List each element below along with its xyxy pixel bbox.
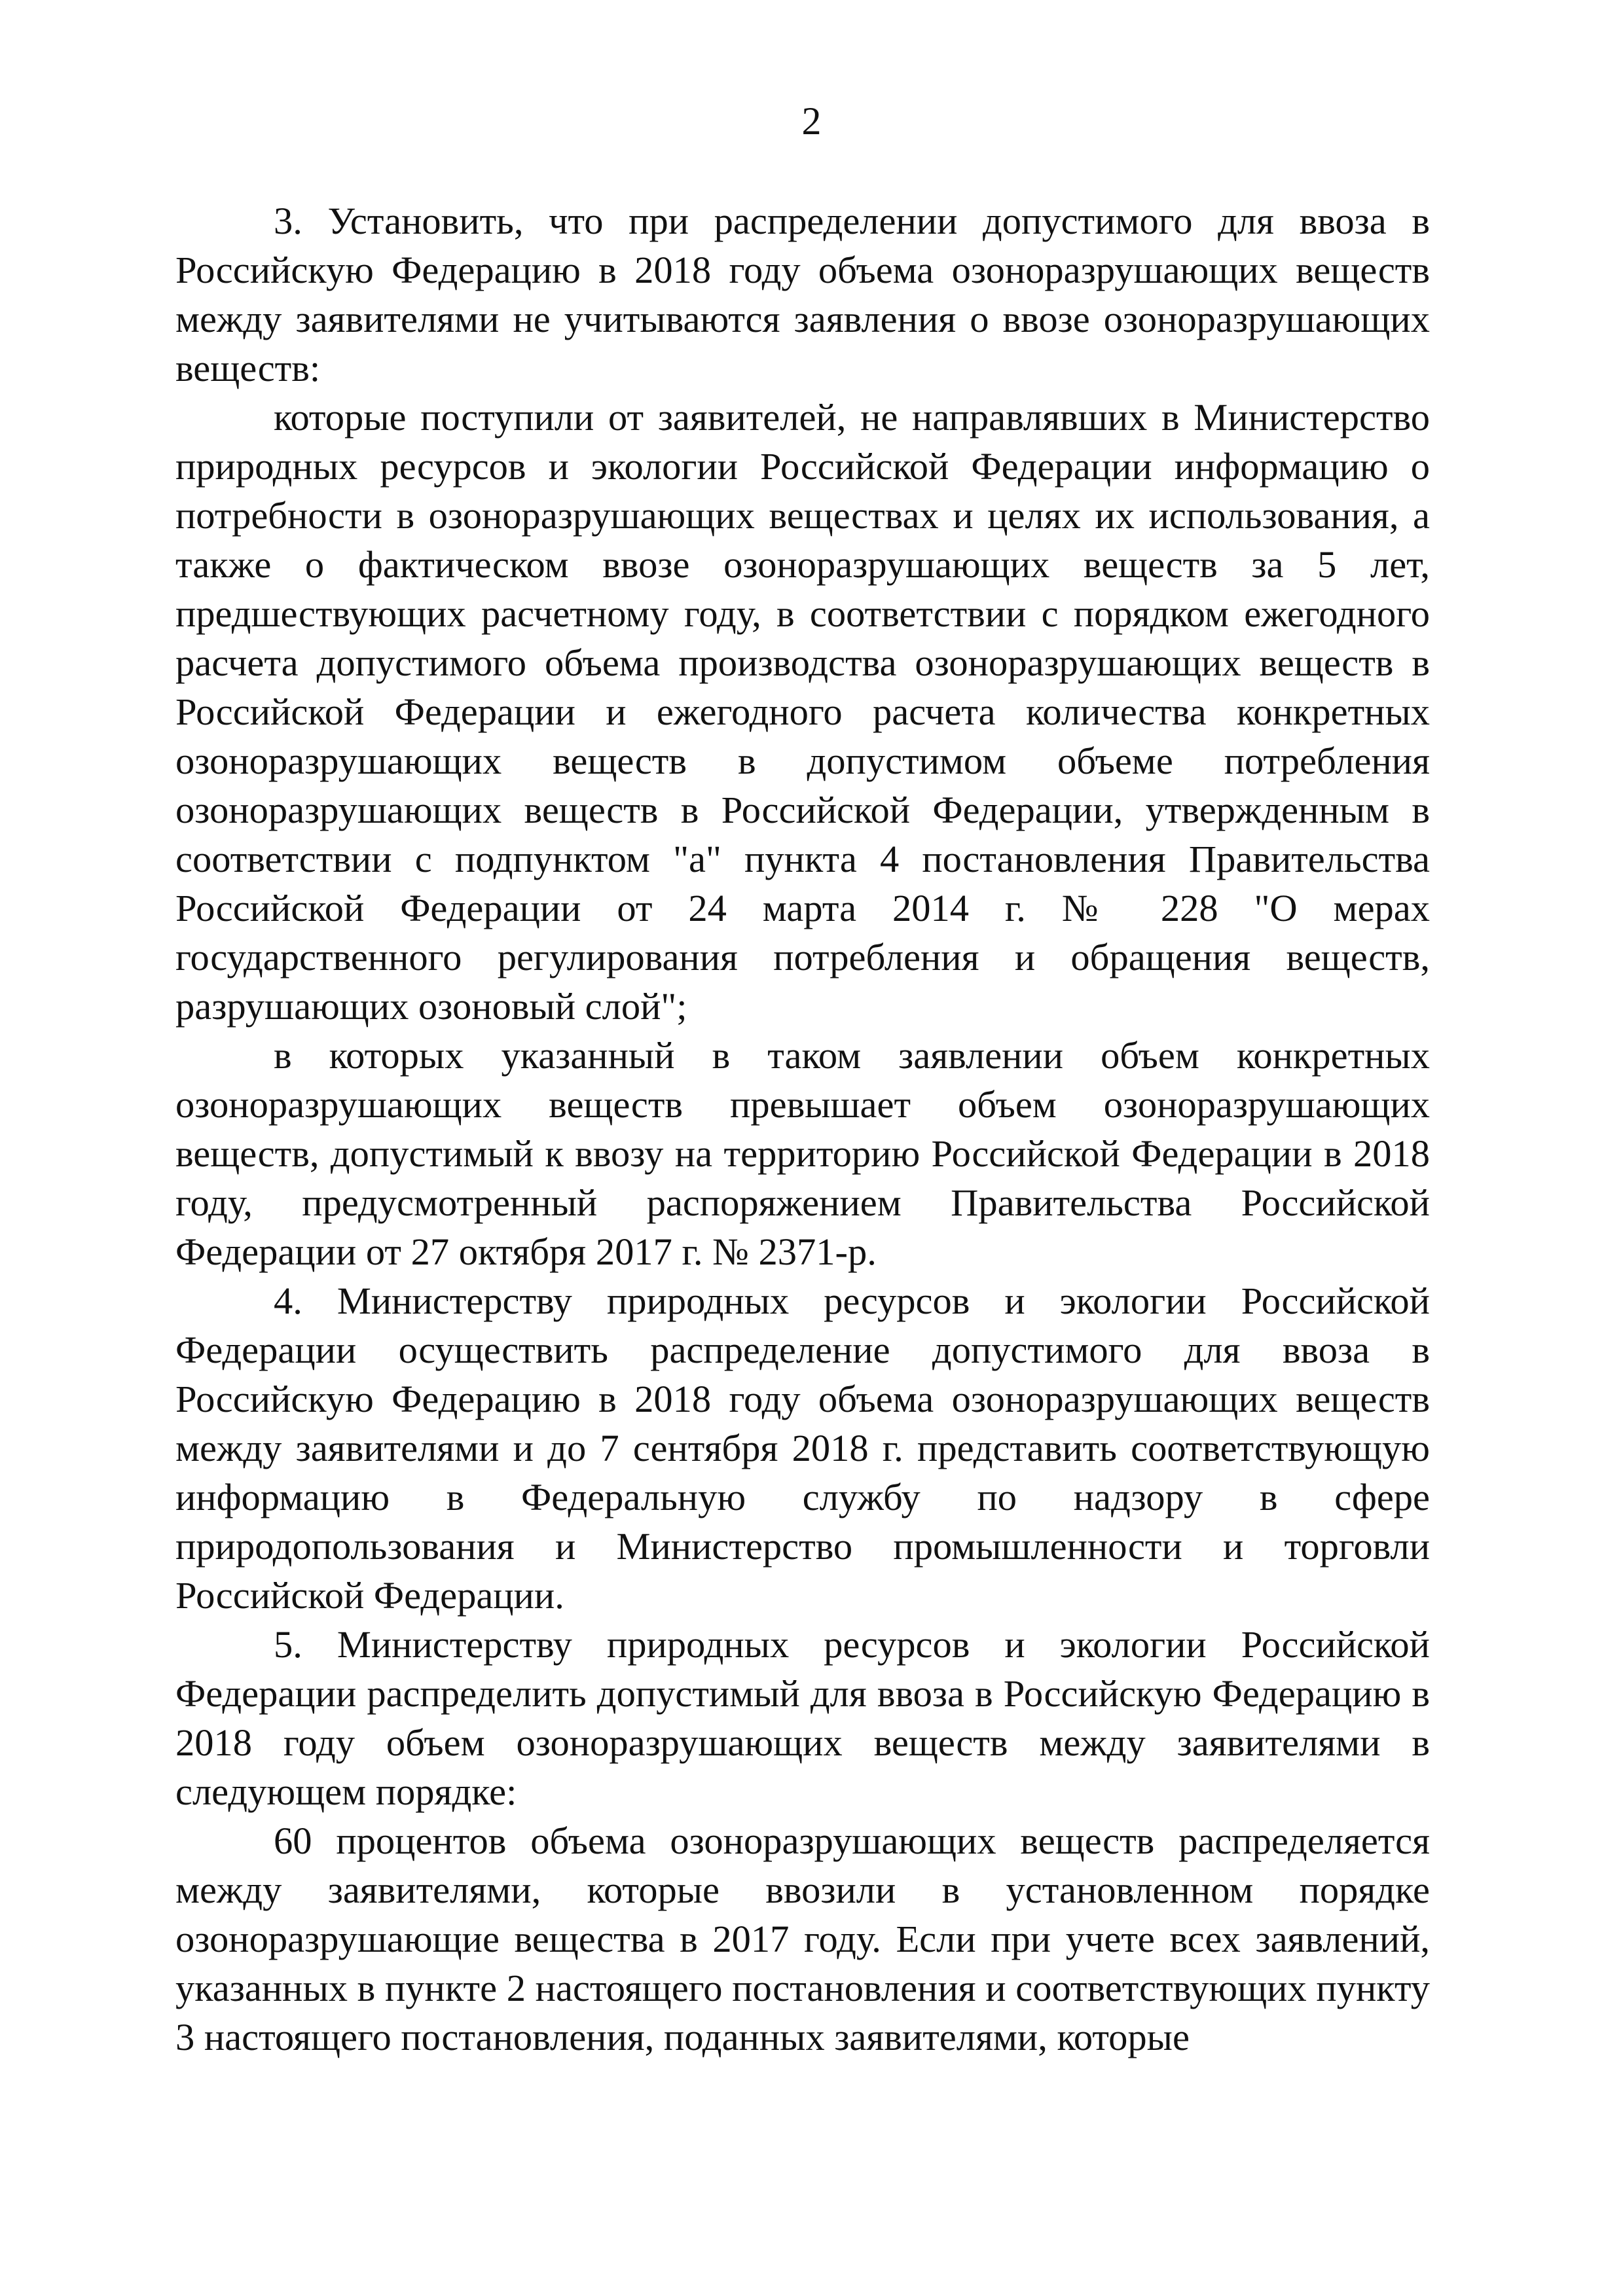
paragraph-item-3: 3. Установить, что при распределении допустимого для ввоза в Российскую Федерацию в 2018 году объема озоноразрушающих веществ между заявителями не учитываются заявления о ввозе озоноразрушающих веществ: (175, 200, 1430, 389)
document-body (175, 196, 1430, 2062)
paragraph-subitem-not-submitted-info: которые поступили от заявителей, не направлявших в Министерство природных ресурсов и экологии Российской Федерации информацию о потребности в озоноразрушающих веществах и целях их использования, а также о фактическом ввозе озоноразрушающих веществ за 5 лет, предшествующих расчетному году, в соответствии с порядком ежегодного расчета допустимого объема производства озоноразрушающих веществ в Российской Федерации и ежегодного расчета количества конкретных озоноразрушающих веществ в допустимом объеме потребления озоноразрушающих веществ в Российской Федерации, утвержденным в соответствии с подпунктом "а" пункта 4 постановления Правительства Российской Федерации от 24 марта 2014 г. № 228 "О мерах государственного регулирования потребления и обращения веществ, разрушающих озоновый слой"; (175, 396, 1430, 1028)
paragraph-subitem-exceeding-volume: в которых указанный в таком заявлении объем конкретных озоноразрушающих веществ превышает объем озоноразрушающих веществ, допустимый к ввозу на территорию Российской Федерации в 2018 году, предусмотренный распоряжением Правительства Российской Федерации от 27 октября 2017 г. № 2371-р. (175, 1034, 1430, 1273)
paragraph-item-5: 5. Министерству природных ресурсов и экологии Российской Федерации распределить допустимый для ввоза в Российскую Федерацию в 2018 году объем озоноразрушающих веществ между заявителями в следующем порядке: (175, 1623, 1430, 1813)
paragraph-item-4: 4. Министерству природных ресурсов и экологии Российской Федерации осуществить распределение допустимого для ввоза в Российскую Федерацию в 2018 году объема озоноразрушающих веществ между заявителями и до 7 сентября 2018 г. представить соответствующую информацию в Федеральную службу по надзору в сфере природопользования и Министерство промышленности и торговли Российской Федерации. (175, 1280, 1430, 1617)
page-number: 2 (801, 99, 822, 143)
paragraph-sixty-percent: 60 процентов объема озоноразрушающих веществ распределяется между заявителями, которые ввозили в установленном порядке озоноразрушающие вещества в 2017 году. Если при учете всех заявлений, указанных в пункте 2 настоящего постановления и соответствующих пункту 3 настоящего постановления, поданных заявителями, которые (175, 1820, 1430, 2058)
